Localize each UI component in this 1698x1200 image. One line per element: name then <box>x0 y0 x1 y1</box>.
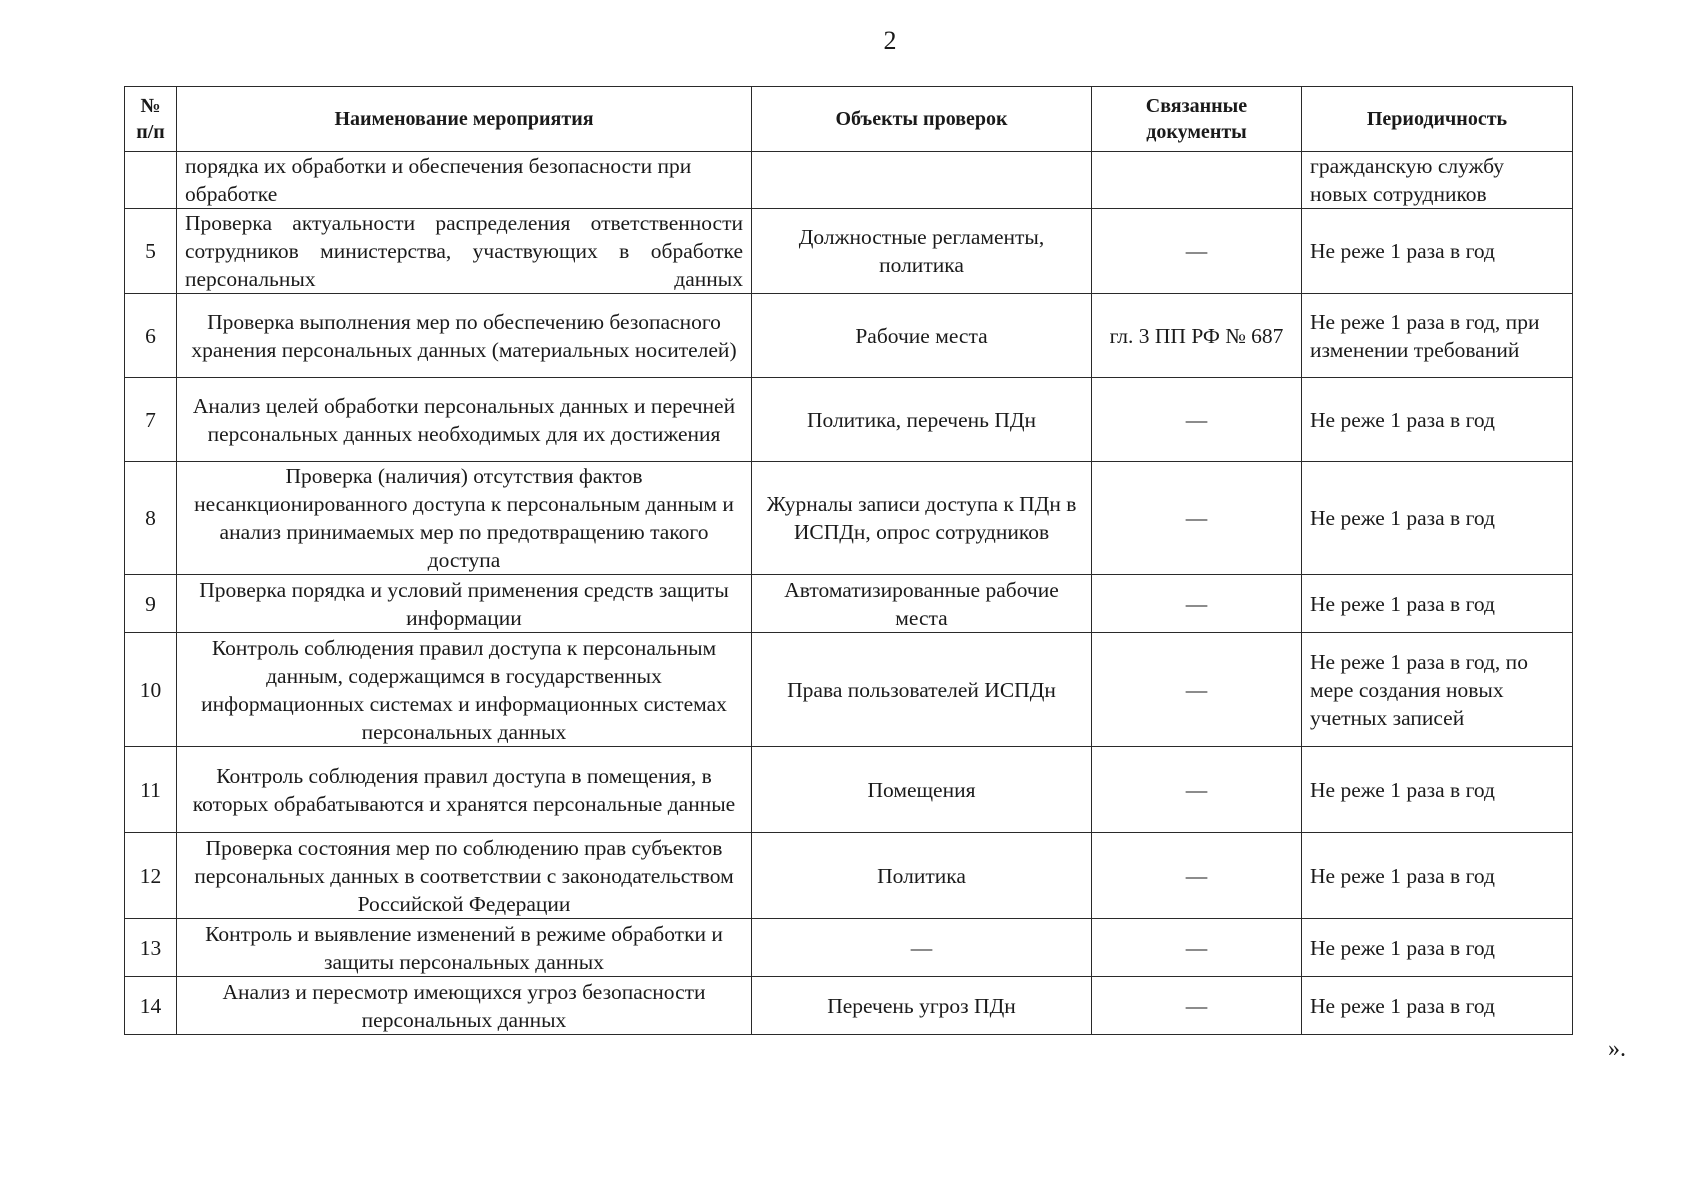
cell-objects: Политика, перечень ПДн <box>752 378 1092 462</box>
cell-name: Контроль и выявление изменений в режиме обработки и защиты персональных данных <box>177 919 752 977</box>
cell-objects <box>752 152 1092 209</box>
cell-objects: Права пользователей ИСПДн <box>752 633 1092 747</box>
cell-periodicity: гражданскую службу новых сотрудников <box>1302 152 1573 209</box>
cell-name: Анализ и пересмотр имеющихся угроз безопасности персональных данных <box>177 977 752 1035</box>
cell-name: Проверка порядка и условий применения средств защиты информации <box>177 575 752 633</box>
cell-periodicity: Не реже 1 раза в год <box>1302 747 1573 833</box>
cell-periodicity: Не реже 1 раза в год <box>1302 378 1573 462</box>
cell-documents: — <box>1092 747 1302 833</box>
page-number: 2 <box>883 26 897 55</box>
header-name: Наименование мероприятия <box>177 87 752 152</box>
cell-num: 6 <box>125 294 177 378</box>
table-row <box>125 919 1573 977</box>
cell-name: Проверка выполнения мер по обеспечению безопасного хранения персональных данных (материальных носителей) <box>177 294 752 378</box>
cell-name: Проверка состояния мер по соблюдению прав субъектов персональных данных в соответствии с законодательством Российской Федерации <box>177 833 752 919</box>
cell-objects: Перечень угроз ПДн <box>752 977 1092 1035</box>
continuation-row <box>125 152 1573 209</box>
cell-documents: — <box>1092 378 1302 462</box>
cell-num: 5 <box>125 209 177 294</box>
cell-num: 11 <box>125 747 177 833</box>
cell-objects: Политика <box>752 833 1092 919</box>
table-row <box>125 833 1573 919</box>
cell-name: Контроль соблюдения правил доступа в помещения, в которых обрабатываются и хранятся персональные данные <box>177 747 752 833</box>
table-row <box>125 977 1573 1035</box>
cell-num: 7 <box>125 378 177 462</box>
table-row <box>125 378 1573 462</box>
cell-documents: — <box>1092 977 1302 1035</box>
table-row <box>125 294 1573 378</box>
cell-periodicity: Не реже 1 раза в год <box>1302 919 1573 977</box>
cell-objects: Рабочие места <box>752 294 1092 378</box>
cell-periodicity: Не реже 1 раза в год <box>1302 575 1573 633</box>
cell-periodicity: Не реже 1 раза в год, по мере создания новых учетных записей <box>1302 633 1573 747</box>
cell-name: Анализ целей обработки персональных данных и перечней персональных данных необходимых для их достижения <box>177 378 752 462</box>
measures-table <box>124 86 1573 1035</box>
cell-documents: — <box>1092 462 1302 575</box>
cell-num: 14 <box>125 977 177 1035</box>
table-row <box>125 575 1573 633</box>
closing-quote: ». <box>1608 1036 1626 1062</box>
cell-num: 13 <box>125 919 177 977</box>
cell-documents: гл. 3 ПП РФ № 687 <box>1092 294 1302 378</box>
header-objects: Объекты проверок <box>752 87 1092 152</box>
table-row <box>125 747 1573 833</box>
cell-num: 12 <box>125 833 177 919</box>
cell-objects: Должностные регламенты, политика <box>752 209 1092 294</box>
cell-documents: — <box>1092 919 1302 977</box>
cell-objects: Журналы записи доступа к ПДн в ИСПДн, опрос сотрудников <box>752 462 1092 575</box>
header-periodicity: Периодичность <box>1302 87 1573 152</box>
cell-name: порядка их обработки и обеспечения безопасности при обработке <box>177 152 752 209</box>
cell-documents: — <box>1092 209 1302 294</box>
cell-periodicity: Не реже 1 раза в год <box>1302 833 1573 919</box>
table-row <box>125 209 1573 294</box>
cell-documents: — <box>1092 633 1302 747</box>
cell-objects: Помещения <box>752 747 1092 833</box>
table-row <box>125 462 1573 575</box>
cell-num: 9 <box>125 575 177 633</box>
table-header-row <box>125 87 1573 152</box>
cell-name: Контроль соблюдения правил доступа к персональным данным, содержащимся в государственных информационных системах и информационных системах персональных данных <box>177 633 752 747</box>
cell-num: 8 <box>125 462 177 575</box>
cell-documents: — <box>1092 575 1302 633</box>
cell-name: Проверка (наличия) отсутствия фактов несанкционированного доступа к персональным данным и анализ принимаемых мер по предотвращению такого доступа <box>177 462 752 575</box>
cell-documents: — <box>1092 833 1302 919</box>
table-row <box>125 633 1573 747</box>
header-documents: Связанные документы <box>1092 87 1302 152</box>
cell-objects: Автоматизированные рабочие места <box>752 575 1092 633</box>
cell-name: Проверка актуальности распределения ответственности сотрудников министерства, участвующих в обработке персональных данных <box>177 209 752 294</box>
cell-objects: — <box>752 919 1092 977</box>
cell-periodicity: Не реже 1 раза в год <box>1302 209 1573 294</box>
cell-periodicity: Не реже 1 раза в год, при изменении требований <box>1302 294 1573 378</box>
header-num: № п/п <box>125 87 177 152</box>
cell-periodicity: Не реже 1 раза в год <box>1302 462 1573 575</box>
cell-periodicity: Не реже 1 раза в год <box>1302 977 1573 1035</box>
cell-num: 10 <box>125 633 177 747</box>
cell-documents <box>1092 152 1302 209</box>
